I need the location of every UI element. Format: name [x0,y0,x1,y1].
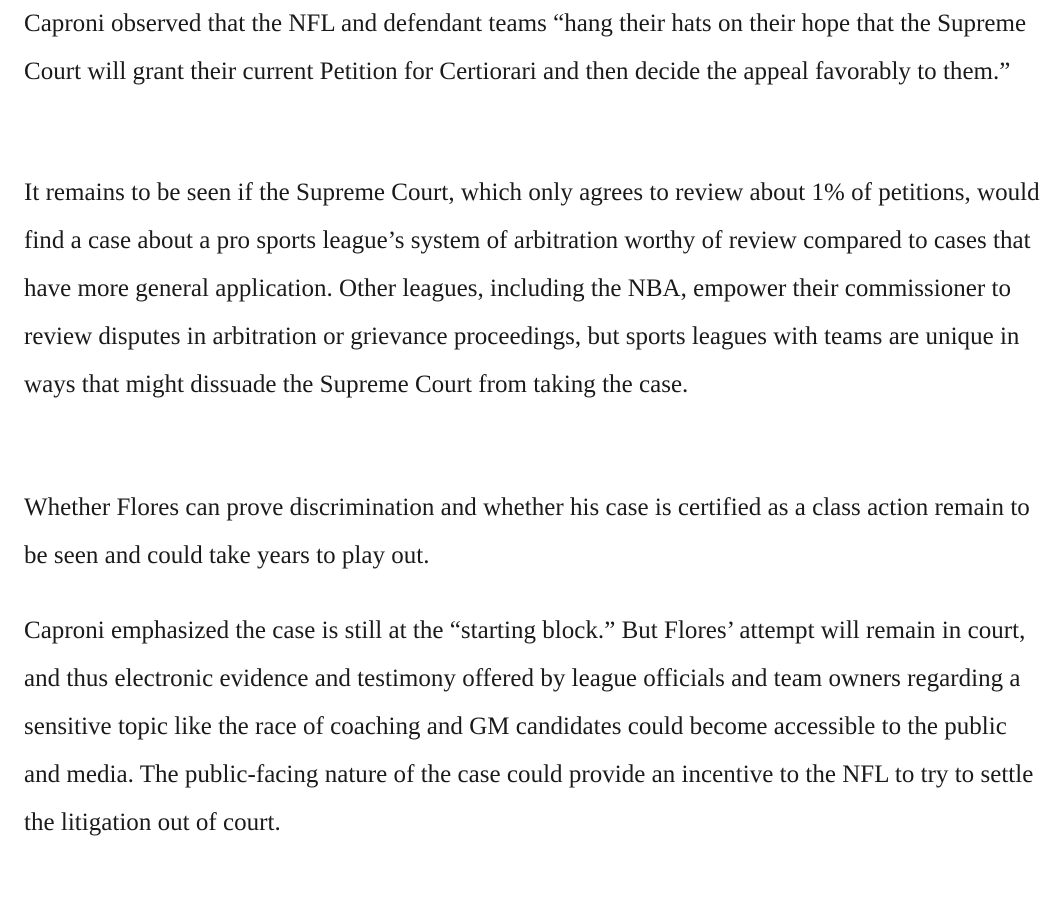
article-paragraph: Whether Flores can prove discrimination and whether his case is certified as a class action remain to be seen and could take years to play out. [24,494,1030,569]
article-paragraph: It remains to be seen if the Supreme Court, which only agrees to review about 1% of petitions, would find a case about a pro sports league’s system of arbitration worthy of review compared to cases that have more general application. Other leagues, including the NBA, empower their commissioner to review disputes in arbitration or grievance proceedings, but sports leagues with teams are unique in ways that might dissuade the Supreme Court from taking the case. [24,179,1040,398]
article-paragraph: Caproni emphasized the case is still at the “starting block.” But Flores’ attempt will remain in court, and thus electronic evidence and testimony offered by league officials and team owners regarding a sensitive topic like the race of coaching and GM candidates could become accessible to the public and media. The public-facing nature of the case could provide an incentive to the NFL to try to settle the litigation out of court. [24,617,1034,836]
article-paragraph: Caproni observed that the NFL and defendant teams “hang their hats on their hope that the Supreme Court will grant their current Petition for Certiorari and then decide the appeal favorably to them.” [24,10,1027,85]
